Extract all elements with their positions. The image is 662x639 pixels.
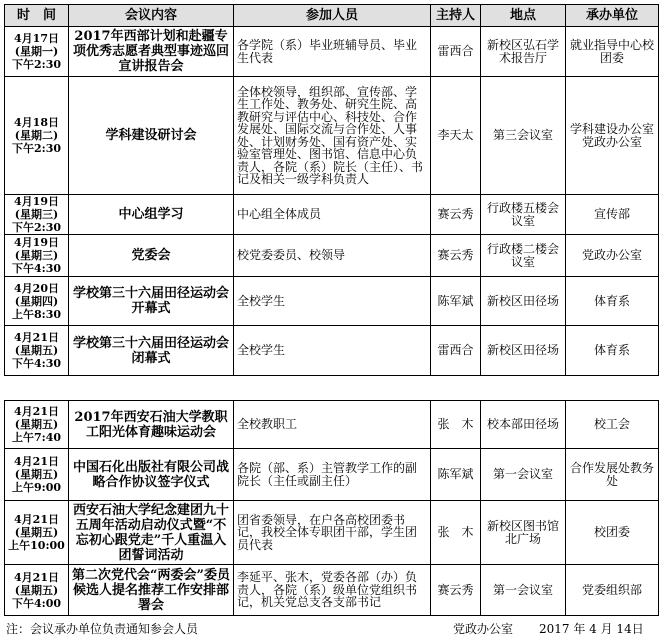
table-row [5, 565, 659, 616]
cell-time [5, 565, 69, 616]
header-time: 时 间 [5, 5, 69, 27]
cell-organizer: 校团委 [566, 501, 659, 565]
cell-host: 陈军斌 [431, 277, 481, 326]
time-line: 下午2:30 [11, 58, 62, 71]
cell-time [5, 449, 69, 501]
cell-host: 张 木 [431, 401, 481, 449]
cell-topic: 西安石油大学纪念建团九十五周年活动启动仪式暨“不忘初心跟党走”千人重温入团誓词活动 [69, 501, 234, 565]
cell-organizer: 合作发展处教务处 [566, 449, 659, 501]
cell-organizer: 校工会 [566, 401, 659, 449]
cell-time [5, 195, 69, 235]
cell-topic: 第二次党代会“两委会”委员候选人提名推荐工作安排部署会 [69, 565, 234, 616]
time-line: (星期五) [14, 468, 59, 481]
cell-host: 张 木 [431, 501, 481, 565]
cell-time [5, 277, 69, 326]
header-organizer: 承办单位 [566, 5, 659, 27]
cell-place: 新校区图书馆北广场 [481, 501, 566, 565]
cell-place: 行政楼二楼会议室 [481, 235, 566, 277]
time-line: (星期一) [14, 45, 59, 58]
time-line: 4月18日 [14, 116, 59, 129]
time-line: (星期三) [14, 208, 59, 221]
time-line: (星期三) [14, 249, 59, 262]
cell-organizer: 宣传部 [566, 195, 659, 235]
time-line: 4月19日 [14, 236, 59, 249]
table-row [5, 195, 659, 235]
table-row [5, 401, 659, 449]
cell-topic: 2017年西安石油大学教职工阳光体育趣味运动会 [69, 401, 234, 449]
cell-time [5, 401, 69, 449]
cell-participants: 中心组全体成员 [234, 195, 431, 235]
time-line: 4月21日 [14, 405, 59, 418]
time-line: 4月19日 [14, 195, 59, 208]
cell-participants: 校党委委员、校领导 [234, 235, 431, 277]
cell-host: 赛云秀 [431, 565, 481, 616]
cell-host: 李天太 [431, 77, 481, 195]
cell-organizer: 党政办公室 [566, 235, 659, 277]
header-place: 地点 [481, 5, 566, 27]
cell-place: 第三会议室 [481, 77, 566, 195]
header-participants: 参加人员 [234, 5, 431, 27]
cell-participants: 团省委领导，在户各高校团委书记，我校全体专职团干部，学生团员代表 [234, 501, 431, 565]
cell-time [5, 501, 69, 565]
time-line: 上午7:40 [11, 431, 62, 444]
cell-host: 雷西合 [431, 326, 481, 376]
table-row [5, 27, 659, 77]
table-header-row [5, 5, 659, 27]
cell-participants: 全校学生 [234, 277, 431, 326]
table-row [5, 235, 659, 277]
cell-place: 新校区田径场 [481, 277, 566, 326]
cell-place: 行政楼五楼会议室 [481, 195, 566, 235]
time-line: 上午9:00 [11, 481, 62, 494]
time-line: (星期二) [14, 129, 59, 142]
meeting-schedule-table [4, 4, 659, 376]
cell-host: 赛云秀 [431, 235, 481, 277]
cell-participants: 各学院（系）毕业班辅导员、毕业生代表 [234, 27, 431, 77]
cell-participants: 李延平、张木，党委各部（办）负责人，各院（系）级单位党组织书记，机关党总支各支部书记 [234, 565, 431, 616]
cell-participants: 全体校领导，组织部、宣传部、学生工作处、教务处、研究生院、高教研究与评估中心、科技处、合作发展处、国际交流与合作处、人事处、计划财务处、国有资产处、实验室管理处、图书馆、信息中心负责人，各院（系）院长（主任）、书记及相关一级学科负责人 [234, 77, 431, 195]
header-host: 主持人 [431, 5, 481, 27]
cell-topic: 学科建设研讨会 [69, 77, 234, 195]
time-line: 下午4:00 [11, 596, 62, 610]
cell-participants: 各院（部、系）主管教学工作的副院长（主任或副主任） [234, 449, 431, 501]
cell-place: 第一会议室 [481, 565, 566, 616]
time-line: 下午4:30 [11, 262, 62, 275]
time-line: 4月21日 [14, 455, 59, 468]
footer-department: 党政办公室 [453, 622, 514, 636]
table-row [5, 77, 659, 195]
cell-participants: 全校教职工 [234, 401, 431, 449]
cell-organizer: 体育系 [566, 277, 659, 326]
table-gap [4, 392, 660, 396]
cell-time [5, 77, 69, 195]
cell-host: 陈军斌 [431, 449, 481, 501]
cell-host: 雷西合 [431, 27, 481, 77]
cell-time [5, 235, 69, 277]
time-line: 上午10:00 [8, 539, 65, 552]
time-line: 下午2:30 [11, 221, 62, 234]
cell-organizer: 学科建设办公室党政办公室 [566, 77, 659, 195]
time-line: 4月20日 [14, 281, 59, 295]
meeting-schedule-table-continued [4, 400, 659, 616]
cell-time [5, 326, 69, 376]
time-line: (星期五) [14, 418, 59, 431]
time-line: 4月21日 [14, 513, 59, 526]
cell-place: 新校区田径场 [481, 326, 566, 376]
time-line: 下午2:30 [11, 142, 62, 155]
cell-topic: 中国石化出版社有限公司战略合作协议签字仪式 [69, 449, 234, 501]
time-line: 4月21日 [14, 331, 59, 344]
cell-topic: 学校第三十六届田径运动会闭幕式 [69, 326, 234, 376]
time-line: 4月21日 [14, 570, 59, 584]
table-row [5, 449, 659, 501]
cell-topic: 党委会 [69, 235, 234, 277]
header-topic: 会议内容 [69, 5, 234, 27]
cell-participants: 全校学生 [234, 326, 431, 376]
time-line: (星期五) [14, 344, 59, 357]
time-line: 下午4:30 [11, 357, 62, 370]
cell-place: 第一会议室 [481, 449, 566, 501]
cell-time [5, 27, 69, 77]
cell-organizer: 体育系 [566, 326, 659, 376]
time-line: (星期四) [14, 294, 59, 308]
cell-organizer: 党委组织部 [566, 565, 659, 616]
cell-topic: 2017年西部计划和赴疆专项优秀志愿者典型事迹巡回宣讲报告会 [69, 27, 234, 77]
time-line: (星期五) [14, 526, 59, 539]
time-line: 上午8:30 [11, 307, 62, 321]
footer-note: 注：会议承办单位负责通知参会人员 [6, 622, 199, 636]
time-line: (星期五) [14, 583, 59, 597]
cell-place: 校本部田径场 [481, 401, 566, 449]
table-row [5, 501, 659, 565]
cell-topic: 学校第三十六届田径运动会开幕式 [69, 277, 234, 326]
cell-organizer: 就业指导中心校团委 [566, 27, 659, 77]
footer [0, 620, 662, 638]
table-row [5, 326, 659, 376]
cell-topic: 中心组学习 [69, 195, 234, 235]
table-row [5, 277, 659, 326]
cell-place: 新校区弘石学术报告厅 [481, 27, 566, 77]
cell-host: 赛云秀 [431, 195, 481, 235]
time-line: 4月17日 [14, 32, 59, 45]
footer-date: 2017 年 4 月 14日 [539, 622, 644, 636]
